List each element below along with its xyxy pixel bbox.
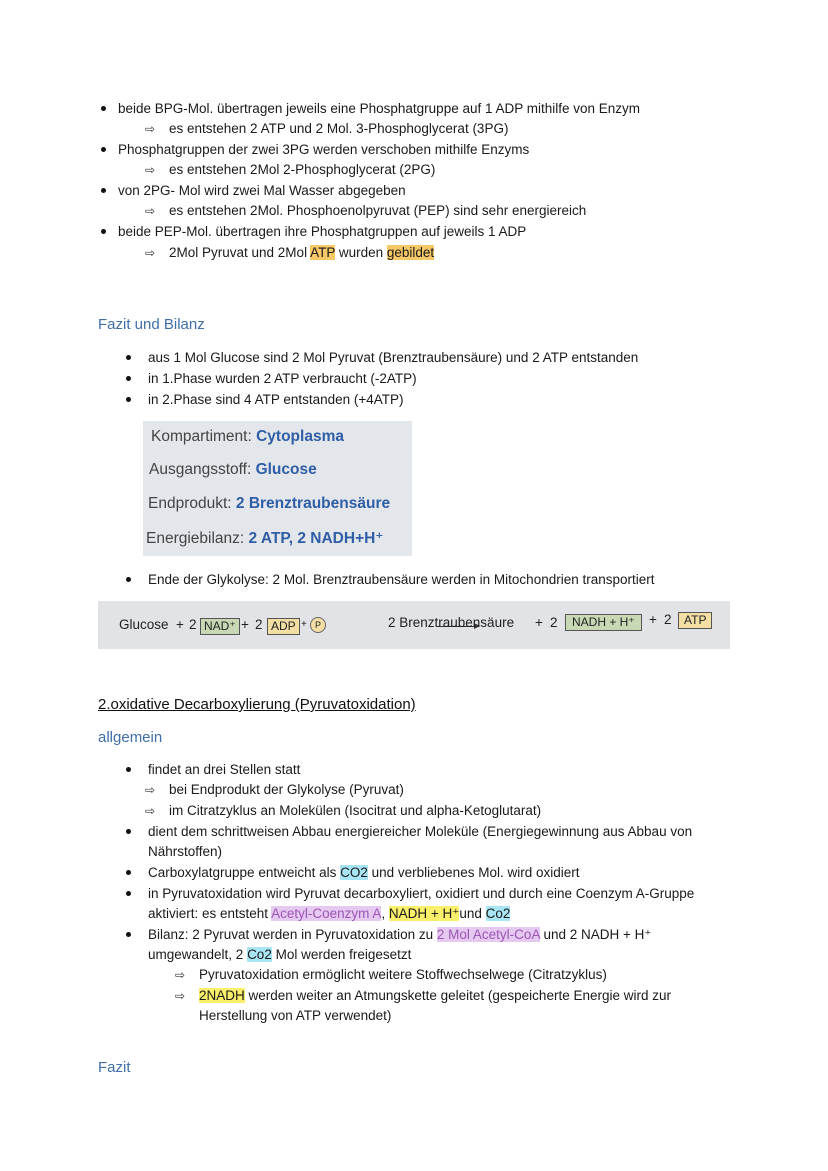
- phosphate-circle-icon: P: [310, 617, 326, 633]
- list-subitem: bei Endprodukt der Glykolyse (Pyruvat): [169, 782, 404, 797]
- eq-glucose: Glucose: [119, 617, 169, 632]
- list-item-continued: umgewandelt, 2 Co2 Mol werden freigesetzt: [148, 947, 412, 962]
- highlight-2nadh: 2NADH: [199, 988, 245, 1003]
- highlight-co2: CO2: [340, 865, 368, 880]
- bullet-dot: [126, 376, 131, 381]
- end-product-line: Endprodukt: 2 Brenztraubensäure: [148, 495, 391, 512]
- highlight-atp: ATP: [310, 245, 336, 260]
- list-item: von 2PG- Mol wird zwei Mal Wasser abgegeben: [118, 183, 406, 198]
- eq-coef: 2: [664, 612, 672, 627]
- eq-nadh-box: NADH + H⁺: [565, 614, 642, 631]
- arrow-right-icon: ⇨: [145, 163, 156, 177]
- compartment-line: Kompartiment: Cytoplasma: [151, 428, 344, 445]
- eq-plus: +: [176, 617, 184, 632]
- eq-coef: 2: [189, 617, 197, 632]
- list-subitem: im Citratzyklus an Molekülen (Isocitrat und alpha-Ketoglutarat): [169, 803, 542, 818]
- highlight-co2: Co2: [247, 947, 272, 962]
- eq-plus: +: [649, 612, 657, 627]
- eq-plus: +: [241, 617, 249, 632]
- bullet-dot: [126, 355, 131, 360]
- list-item: findet an drei Stellen statt: [148, 762, 301, 777]
- list-item: Phosphatgruppen der zwei 3PG werden verschoben mithilfe Enzyms: [118, 142, 530, 157]
- list-item: Carboxylatgruppe entweicht als CO2 und verbliebenes Mol. wird oxidiert: [148, 865, 580, 880]
- eq-plus: +: [535, 615, 543, 630]
- highlight-nadh: NADH + H⁺: [388, 906, 460, 921]
- bullet-dot: [126, 932, 131, 937]
- list-item: beide BPG-Mol. übertragen jeweils eine Phosphatgruppe auf 1 ADP mithilfe von Enzym: [118, 101, 641, 116]
- list-subitem: 2Mol Pyruvat und 2Mol ATP wurden gebildet: [169, 245, 435, 260]
- list-item: in Pyruvatoxidation wird Pyruvat decarboxyliert, oxidiert und durch eine Coenzym A-Gruppe: [148, 886, 695, 901]
- start-substance-line: Ausgangsstoff: Glucose: [149, 461, 317, 478]
- eq-product: 2 Brenztraubensäure: [388, 615, 515, 630]
- energy-balance-line: Energiebilanz: 2 ATP, 2 NADH+H⁺: [146, 530, 384, 547]
- list-item: aus 1 Mol Glucose sind 2 Mol Pyruvat (Brenztraubensäure) und 2 ATP entstanden: [148, 350, 639, 365]
- fazit-heading: Fazit: [98, 1059, 131, 1076]
- list-item: in 2.Phase sind 4 ATP entstanden (+4ATP): [148, 392, 404, 407]
- highlight-acetyl-coa: 2 Mol Acetyl-CoA: [436, 927, 540, 942]
- bullet-dot: [126, 577, 131, 582]
- arrow-right-icon: ⇨: [145, 804, 156, 818]
- glycolysis-equation: [98, 601, 730, 649]
- bullet-dot: [101, 147, 106, 152]
- bullet-dot: [126, 767, 131, 772]
- bullet-dot: [101, 188, 106, 193]
- bullet-dot: [126, 891, 131, 896]
- highlight-co2: Co2: [485, 906, 511, 921]
- list-item: beide PEP-Mol. übertragen ihre Phosphatgruppen auf jeweils 1 ADP: [118, 224, 527, 239]
- list-item: dient dem schrittweisen Abbau energiereicher Moleküle (Energiegewinnung aus Abbau von: [148, 824, 693, 839]
- eq-nad-box: NAD⁺: [200, 618, 240, 635]
- highlight-gebildet: gebildet: [386, 245, 435, 260]
- section-title: 2.oxidative Decarboxylierung (Pyruvatoxidation): [98, 696, 416, 713]
- eq-atp-box: ATP: [678, 612, 712, 629]
- arrow-right-icon: ⇨: [175, 968, 186, 982]
- bullet-dot: [101, 106, 106, 111]
- list-subitem: es entstehen 2Mol 2-Phosphoglycerat (2PG): [169, 162, 436, 177]
- list-item-continued: Nährstoffen): [148, 844, 223, 859]
- arrow-right-icon: ⇨: [145, 122, 156, 136]
- arrow-right-icon: ⇨: [175, 989, 186, 1003]
- list-subitem: es entstehen 2 ATP und 2 Mol. 3-Phosphoglycerat (3PG): [169, 121, 509, 136]
- bullet-dot: [101, 229, 106, 234]
- arrow-right-icon: ⇨: [145, 246, 156, 260]
- eq-plus: +: [301, 619, 307, 630]
- bullet-dot: [126, 870, 131, 875]
- list-subitem: es entstehen 2Mol. Phosphoenolpyruvat (PEP) sind sehr energiereich: [169, 203, 587, 218]
- list-item: Bilanz: 2 Pyruvat werden in Pyruvatoxidation zu 2 Mol Acetyl-CoA und 2 NADH + H⁺: [148, 927, 652, 942]
- list-item: in 1.Phase wurden 2 ATP verbraucht (-2ATP): [148, 371, 417, 386]
- eq-adp-box: ADP: [267, 618, 300, 635]
- list-subitem: 2NADH werden weiter an Atmungskette geleitet (gespeicherte Energie wird zur: [199, 988, 671, 1003]
- list-item-continued: aktiviert: es entsteht Acetyl-Coenzym A, NADH + H⁺und Co2: [148, 906, 511, 921]
- eq-coef: 2: [255, 617, 263, 632]
- eq-coef: 2: [550, 615, 558, 630]
- summary-box: [143, 421, 412, 556]
- arrow-right-icon: ⇨: [145, 783, 156, 797]
- sub-heading: allgemein: [98, 729, 163, 746]
- bullet-dot: [126, 829, 131, 834]
- arrow-right-icon: ⇨: [145, 204, 156, 218]
- list-subitem: Pyruvatoxidation ermöglicht weitere Stoffwechselwege (Citratzyklus): [199, 967, 607, 982]
- highlight-acetyl-coa: Acetyl-Coenzym A: [271, 906, 382, 921]
- list-subitem-continued: Herstellung von ATP verwendet): [199, 1008, 392, 1023]
- section-heading: Fazit und Bilanz: [98, 316, 205, 333]
- bullet-dot: [126, 397, 131, 402]
- list-item: Ende der Glykolyse: 2 Mol. Brenztraubensäure werden in Mitochondrien transportiert: [148, 572, 655, 587]
